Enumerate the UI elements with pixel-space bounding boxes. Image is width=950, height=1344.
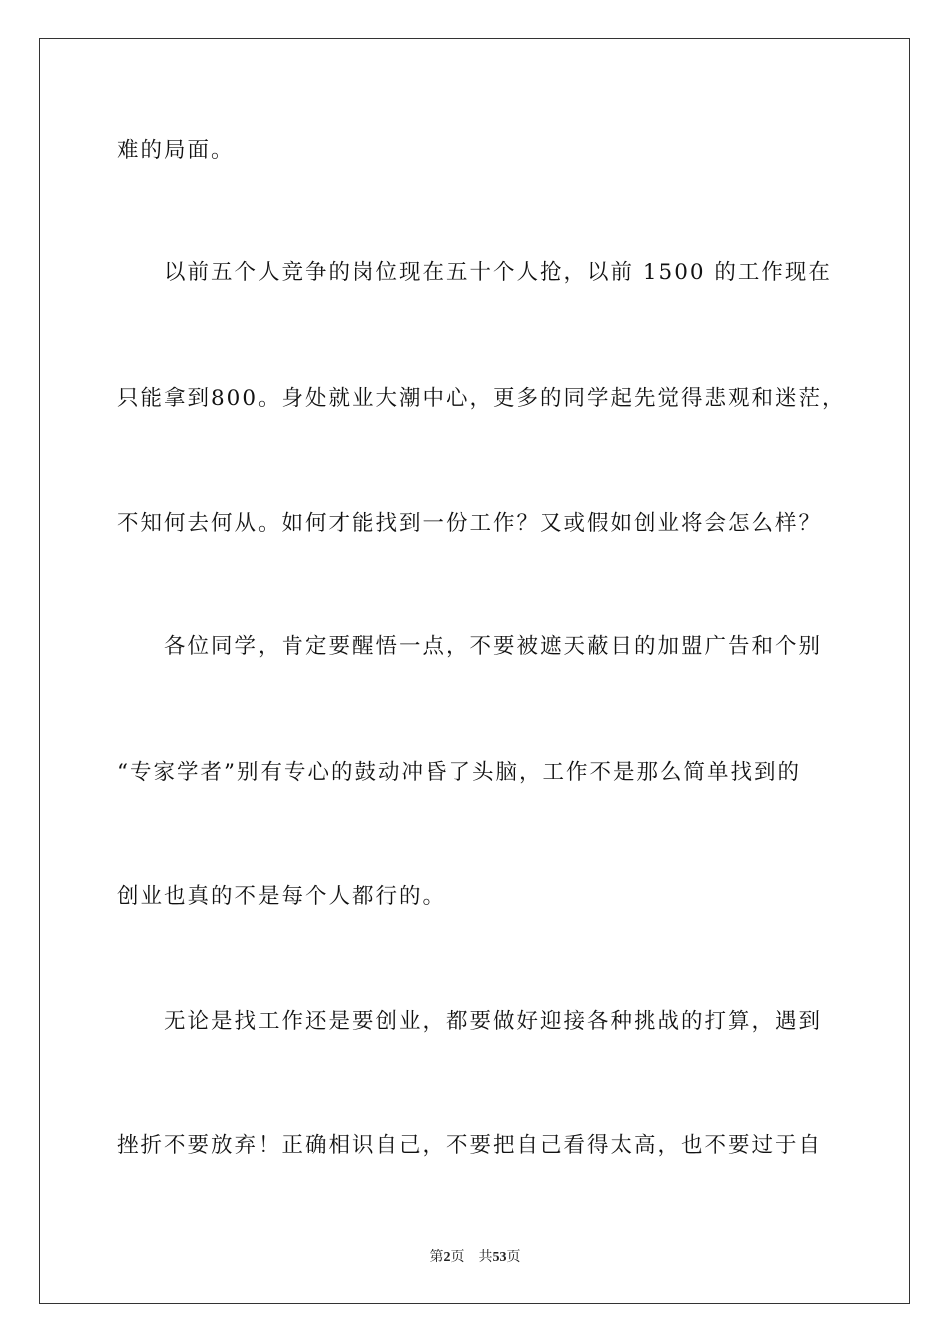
page-number: 2 [443,1250,451,1265]
page-suffix: 页 [450,1250,465,1265]
page-border [39,38,910,1304]
page-prefix: 第 [429,1250,444,1265]
total-prefix: 共 [478,1250,493,1265]
text-line-4: 不知何去何从。如何才能找到一份工作？又或假如创业将会怎么样？ [117,511,823,536]
total-pages: 53 [492,1250,507,1265]
text-line-5: 各位同学，肯定要醒悟一点，不要被遮天蔽日的加盟广告和个别 [164,634,823,659]
text-line-6: “专家学者”别有专心的鼓动冲昏了头脑，工作不是那么简单找到的 [117,760,801,785]
text-line-9: 挫折不要放弃！正确相识自己，不要把自己看得太高，也不要过于自 [117,1133,823,1158]
text-line-2: 以前五个人竞争的岗位现在五十个人抢，以前 1500 的工作现在 [164,260,832,285]
text-line-1: 难的局面。 [117,138,235,163]
text-line-8: 无论是找工作还是要创业，都要做好迎接各种挑战的打算，遇到 [164,1009,823,1034]
total-suffix: 页 [506,1250,521,1265]
text-line-3: 只能拿到800。身处就业大潮中心，更多的同学起先觉得悲观和迷茫， [117,386,846,411]
page-footer [0,1246,950,1266]
text-line-7: 创业也真的不是每个人都行的。 [117,884,447,909]
